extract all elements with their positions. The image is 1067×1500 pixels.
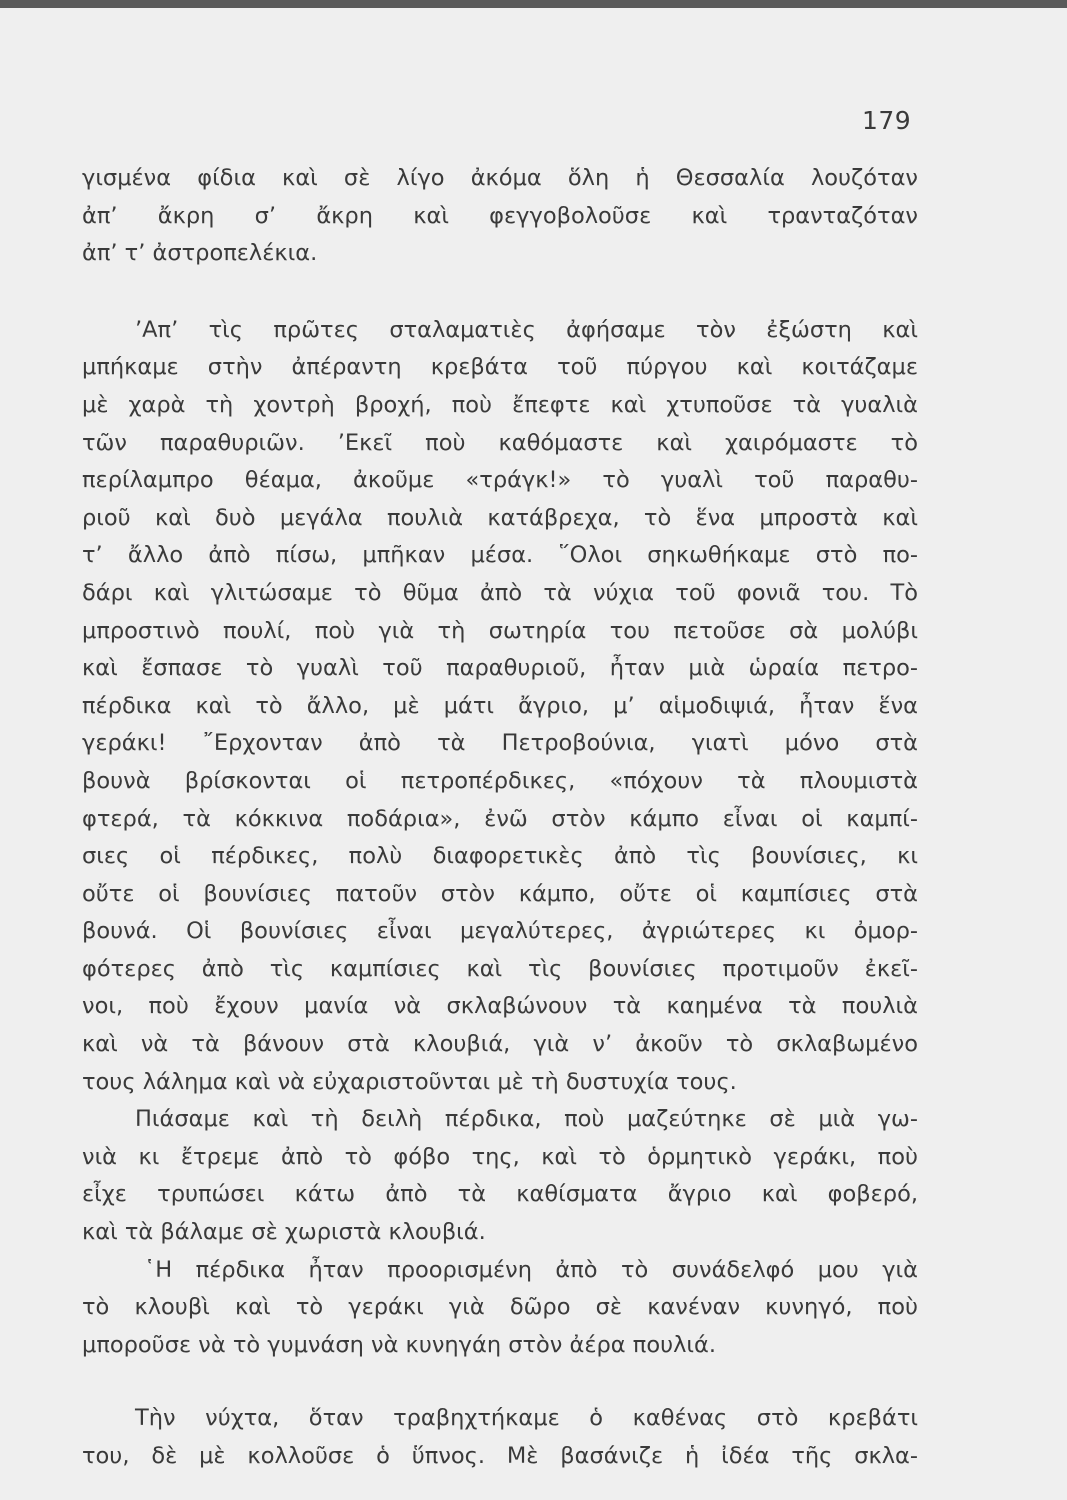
text-line: φτερά, τὰ κόκκινα ποδάρια», ἐνῶ στὸν κάμπο εἶναι οἱ καμπί- <box>82 805 918 832</box>
paragraph <box>82 1400 918 1475</box>
text-line: εἶχε τρυπώσει κάτω ἀπὸ τὰ καθίσματα ἄγριο καὶ φοβερό, <box>82 1181 918 1208</box>
text-line: οὔτε οἱ βουνίσιες πατοῦν στὸν κάμπο, οὔτε οἱ καμπίσιες στὰ <box>82 880 918 907</box>
paragraph <box>82 312 918 1101</box>
text-line: μπροστινὸ πουλί, ποὺ γιὰ τὴ σωτηρία του πετοῦσε σὰ μολύβι <box>82 617 918 644</box>
text-line: νιὰ κι ἔτρεμε ἀπὸ τὸ φόβο της, καὶ τὸ ὁρμητικὸ γεράκι, ποὺ <box>82 1143 918 1170</box>
text-line: τ’ ἄλλο ἀπὸ πίσω, μπῆκαν μέσα. ῞Ολοι σηκωθήκαμε στὸ πο- <box>82 542 918 569</box>
text-line: μπήκαμε στὴν ἀπέραντη κρεβάτα τοῦ πύργου καὶ κοιτάζαμε <box>82 354 918 381</box>
paragraph-gap <box>82 1364 918 1400</box>
text-line: τῶν παραθυριῶν. ’Εκεῖ ποὺ καθόμαστε καὶ χαιρόμαστε τὸ <box>82 429 918 456</box>
text-line: μὲ χαρὰ τὴ χοντρὴ βροχή, ποὺ ἔπεφτε καὶ χτυποῦσε τὰ γυαλιὰ <box>82 391 918 418</box>
text-line: περίλαμπρο θέαμα, ἀκοῦμε «τράγκ!» τὸ γυαλὶ τοῦ παραθυ- <box>82 467 918 494</box>
paragraph <box>82 160 918 273</box>
text-line: νοι, ποὺ ἔχουν μανία νὰ σκλαβώνουν τὰ καημένα τὰ πουλιὰ <box>82 993 918 1020</box>
paragraph-gap <box>82 273 918 312</box>
text-line: ριοῦ καὶ δυὸ μεγάλα πουλιὰ κατάβρεχα, τὸ ἕνα μπροστὰ καὶ <box>82 504 918 531</box>
text-line: τὸ κλουβὶ καὶ τὸ γεράκι γιὰ δῶρο σὲ κανέναν κυνηγό, ποὺ <box>82 1294 918 1321</box>
page-top-edge <box>0 0 1067 8</box>
text-line: ἀπ’ τ’ ἀστροπελέκια. <box>82 240 318 267</box>
text-line: γισμένα φίδια καὶ σὲ λίγο ἀκόμα ὅλη ἡ Θεσσαλία λουζόταν <box>82 165 918 191</box>
text-line: καὶ ἔσπασε τὸ γυαλὶ τοῦ παραθυριοῦ, ἦταν μιὰ ὡραία πετρο- <box>82 655 918 682</box>
text-line: τους λάλημα καὶ νὰ εὐχαριστοῦνται μὲ τὴ δυστυχία τους. <box>82 1068 737 1095</box>
text-line: του, δὲ μὲ κολλοῦσε ὁ ὕπνος. Μὲ βασάνιζε ἡ ἰδέα τῆς σκλα- <box>82 1443 918 1469</box>
text-line: βουνά. Οἱ βουνίσιες εἶναι μεγαλύτερες, ἀγριώτερες κι ὀμορ- <box>82 918 918 945</box>
text-line: ’Απ’ τὶς πρῶτες σταλαματιὲς ἀφήσαμε τὸν ἐξώστη καὶ <box>135 316 918 343</box>
text-line: ἀπ’ ἄκρη σ’ ἄκρη καὶ φεγγοβολοῦσε καὶ τρανταζόταν <box>82 202 918 229</box>
paragraph <box>82 1101 918 1251</box>
text-line: γεράκι! ῎Ερχονταν ἀπὸ τὰ Πετροβούνια, γιατὶ μόνο στὰ <box>82 730 918 757</box>
text-line: ῾Η πέρδικα ἦταν προορισμένη ἀπὸ τὸ συνάδελφό μου γιὰ <box>144 1256 918 1283</box>
text-line: καὶ νὰ τὰ βάνουν στὰ κλουβιά, γιὰ ν’ ἀκοῦν τὸ σκλαβωμένο <box>82 1031 918 1058</box>
text-line: Τὴν νύχτα, ὅταν τραβηχτήκαμε ὁ καθένας στὸ κρεβάτι <box>135 1405 918 1432</box>
text-line: βουνὰ βρίσκονται οἱ πετροπέρδικες, «πόχουν τὰ πλουμιστὰ <box>82 767 918 794</box>
text-line: Πιάσαμε καὶ τὴ δειλὴ πέρδικα, ποὺ μαζεύτηκε σὲ μιὰ γω- <box>135 1106 918 1133</box>
text-line: πέρδικα καὶ τὸ ἄλλο, μὲ μάτι ἄγριο, μ’ αἱμοδιψιά, ἦταν ἕνα <box>82 692 918 719</box>
text-line: σιες οἱ πέρδικες, πολὺ διαφορετικὲς ἀπὸ τὶς βουνίσιες, κι <box>82 843 918 870</box>
text-line: φότερες ἀπὸ τὶς καμπίσιες καὶ τὶς βουνίσιες προτιμοῦν ἐκεῖ- <box>82 955 918 982</box>
page-number: 179 <box>862 106 912 135</box>
text-line: δάρι καὶ γλιτώσαμε τὸ θῦμα ἀπὸ τὰ νύχια τοῦ φονιᾶ του. Τὸ <box>82 579 918 606</box>
body-text <box>82 160 918 1476</box>
paragraph <box>82 1252 918 1365</box>
text-line: μποροῦσε νὰ τὸ γυμνάση νὰ κυνηγάη στὸν ἀέρα πουλιά. <box>82 1331 717 1358</box>
text-line: καὶ τὰ βάλαμε σὲ χωριστὰ κλουβιά. <box>82 1219 486 1246</box>
